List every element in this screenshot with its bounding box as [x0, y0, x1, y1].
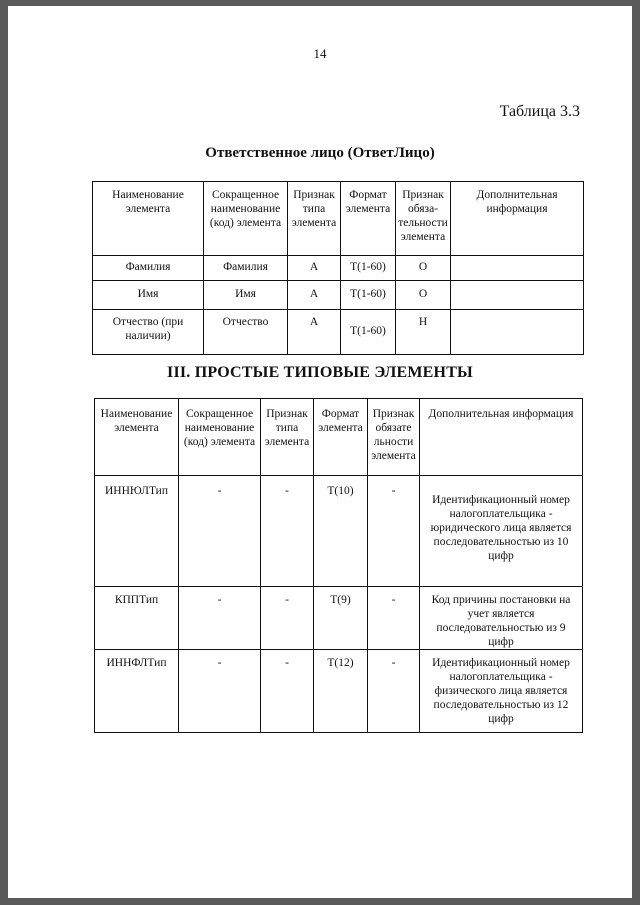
table-cell: -: [261, 476, 314, 587]
header-cell: Наименование элемента: [95, 399, 179, 476]
table-header-row: [93, 182, 584, 256]
table-cell: Фамилия: [204, 256, 288, 281]
page-number: 14: [313, 46, 327, 61]
table-cell: A: [288, 310, 341, 355]
table-cell: T(9): [314, 587, 368, 650]
table-cell: ИННФЛТип: [95, 650, 179, 733]
table-label: Таблица 3.3: [499, 103, 580, 120]
table-cell: T(1-60): [341, 256, 396, 281]
table-cell: Отчество: [204, 310, 288, 355]
header-cell: Признак обязате льности элемента: [368, 399, 420, 476]
table-cell: -: [179, 476, 261, 587]
table-cell: [451, 310, 584, 355]
table-cell: Имя: [204, 281, 288, 310]
table-cell: T(10): [314, 476, 368, 587]
table-cell: -: [368, 476, 420, 587]
header-cell: Признак обяза-тельности элемента: [396, 182, 451, 256]
table-cell: Код причины постановки на учет является последовательностью из 9 цифр: [420, 587, 583, 650]
table-row: [95, 650, 583, 733]
table-cell: Идентификационный номер налогоплательщика - физического лица является последовательностью из 12 цифр: [420, 650, 583, 733]
table-cell: A: [288, 256, 341, 281]
header-cell: Сокращенное наименование (код) элемента: [179, 399, 261, 476]
header-cell: Признак типа элемента: [288, 182, 341, 256]
table-cell: [451, 281, 584, 310]
table-cell: Идентификационный номер налогоплательщика - юридического лица является последовательностью из 10 цифр: [420, 476, 583, 587]
header-cell: Дополнительная информация: [451, 182, 584, 256]
table-cell: -: [368, 650, 420, 733]
header-cell: Формат элемента: [314, 399, 368, 476]
table-cell: КППТип: [95, 587, 179, 650]
responsible-table-title: Ответственное лицо (ОтветЛицо): [205, 145, 435, 161]
header-cell: Признак типа элемента: [261, 399, 314, 476]
responsible-person-table: [92, 181, 584, 355]
section-title: III. ПРОСТЫЕ ТИПОВЫЕ ЭЛЕМЕНТЫ: [167, 364, 473, 381]
table-cell: T(1-60): [341, 310, 396, 355]
table-cell: T(1-60): [341, 281, 396, 310]
table-row: [95, 587, 583, 650]
table-row: [95, 476, 583, 587]
table-cell: ИННЮЛТип: [95, 476, 179, 587]
table-cell: Фамилия: [93, 256, 204, 281]
header-cell: Дополнительная информация: [420, 399, 583, 476]
table-row: [93, 281, 584, 310]
table-cell: [451, 256, 584, 281]
header-cell: Наименование элемента: [93, 182, 204, 256]
simple-elements-table: [94, 398, 583, 733]
table-cell: Отчество (при наличии): [93, 310, 204, 355]
table-cell: -: [261, 650, 314, 733]
table-cell: -: [261, 587, 314, 650]
table-header-row: [95, 399, 583, 476]
table-cell: O: [396, 281, 451, 310]
table-cell: -: [179, 650, 261, 733]
header-cell: Формат элемента: [341, 182, 396, 256]
header-cell: Сокращенное наименование (код) элемента: [204, 182, 288, 256]
table-cell: A: [288, 281, 341, 310]
table-cell: -: [179, 587, 261, 650]
table-row: [93, 310, 584, 355]
table-cell: Имя: [93, 281, 204, 310]
table-cell: H: [396, 310, 451, 355]
document-page: [8, 6, 632, 898]
table-cell: O: [396, 256, 451, 281]
table-cell: T(12): [314, 650, 368, 733]
table-row: [93, 256, 584, 281]
table-cell: -: [368, 587, 420, 650]
